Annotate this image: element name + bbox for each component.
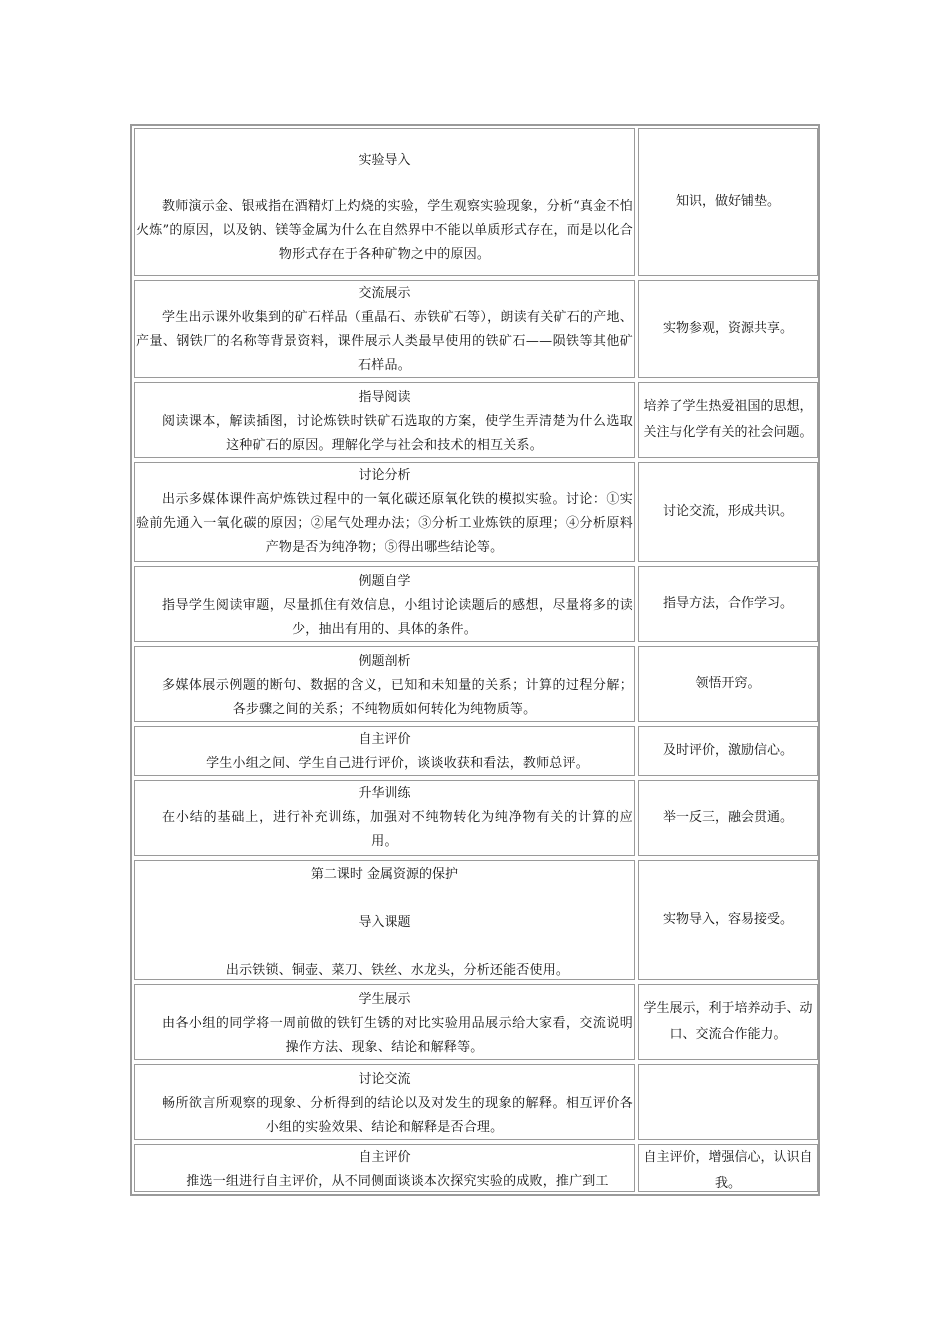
- activity-cell: [134, 382, 635, 458]
- table-row: [132, 858, 818, 982]
- activity-description: 多媒体展示例题的断句、数据的含义，已知和未知量的关系；计算的过程分解；各步骤之间的关系；不纯物质如何转化为纯物质等。: [162, 678, 633, 717]
- table-row: [132, 1142, 818, 1194]
- activity-heading: 交流展示: [358, 286, 411, 301]
- purpose-cell: [638, 780, 818, 856]
- activity-heading: 讨论分析: [358, 468, 411, 483]
- activity-description: 推选一组进行自主评价，从不同侧面谈谈本次探究实验的成败，推广到工: [186, 1174, 609, 1189]
- activity-heading: 导入课题: [358, 915, 411, 930]
- activity-heading: 自主评价: [358, 1150, 411, 1165]
- purpose-note: 举一反三，融会贯通。: [662, 810, 793, 825]
- activity-cell: [134, 566, 635, 642]
- activity-description: 学生出示课外收集到的矿石样品（重晶石、赤铁矿石等），朗读有关矿石的产地、产量、钢铁厂的名称等背景资料，课件展示人类最早使用的铁矿石——陨铁等其他矿石样品。: [136, 310, 633, 373]
- activity-description: 出示铁锁、铜壶、菜刀、铁丝、水龙头，分析还能否使用。: [225, 963, 570, 978]
- lesson-plan-table: [130, 124, 820, 1196]
- purpose-cell: [638, 566, 818, 642]
- activity-cell: [134, 984, 635, 1060]
- purpose-cell: [638, 128, 818, 276]
- activity-description: 由各小组的同学将一周前做的铁钉生锈的对比实验用品展示给大家看，交流说明操作方法、现象、结论和解释等。: [162, 1016, 633, 1055]
- activity-cell: [134, 726, 635, 776]
- purpose-note: 培养了学生热爱祖国的思想，关注与化学有关的社会问题。: [643, 399, 813, 440]
- table-row: [132, 564, 818, 644]
- activity-heading: 自主评价: [358, 732, 411, 747]
- purpose-cell: [638, 382, 818, 458]
- purpose-cell: [638, 984, 818, 1060]
- table-row: [132, 644, 818, 724]
- purpose-cell: [638, 280, 818, 378]
- activity-cell: [134, 128, 635, 276]
- activity-cell: [134, 280, 635, 378]
- purpose-note: 实物导入，容易接受。: [662, 912, 793, 927]
- lesson-section-title: 第二课时 金属资源的保护: [310, 867, 459, 882]
- table-row: [132, 126, 818, 278]
- purpose-note: 实物参观，资源共享。: [662, 321, 793, 336]
- activity-description: 教师演示金、银戒指在酒精灯上灼烧的实验，学生观察实验现象，分析“真金不怕火炼”的原因，以及钠、镁等金属为什么在自然界中不能以单质形式存在，而是以化合物形式存在于各种矿物之中的原因。: [136, 199, 633, 262]
- purpose-cell: [638, 1144, 818, 1192]
- activity-cell: [134, 860, 635, 980]
- activity-heading: 实验导入: [358, 153, 411, 168]
- activity-heading: 例题自学: [358, 574, 411, 589]
- activity-cell: [134, 1064, 635, 1140]
- purpose-cell: [638, 462, 818, 562]
- purpose-note: 自主评价，增强信心，认识自我。: [643, 1150, 813, 1191]
- activity-description: 阅读课本，解读插图，讨论炼铁时铁矿石选取的方案，使学生弄清楚为什么选取这种矿石的原因。理解化学与社会和技术的相互关系。: [162, 414, 633, 453]
- purpose-note: 知识，做好铺垫。: [675, 194, 780, 209]
- activity-heading: 指导阅读: [358, 390, 411, 405]
- activity-cell: [134, 780, 635, 856]
- activity-description: 畅所欲言所观察的现象、分析得到的结论以及对发生的现象的解释。相互评价各小组的实验效果、结论和解释是否合理。: [162, 1096, 633, 1135]
- table-row: [132, 778, 818, 858]
- activity-heading: 升华训练: [358, 786, 411, 801]
- purpose-cell: [638, 860, 818, 980]
- activity-description: 在小结的基础上，进行补充训练，加强对不纯物转化为纯净物有关的计算的应用。: [162, 810, 633, 849]
- table-row: [132, 380, 818, 460]
- activity-description: 出示多媒体课件高炉炼铁过程中的一氧化碳还原氧化铁的模拟实验。讨论：①实验前先通入一氧化碳的原因；②尾气处理办法；③分析工业炼铁的原理；④分析原料产物是否为纯净物；⑤得出哪些结论等。: [136, 492, 633, 555]
- table-row: [132, 278, 818, 380]
- table-row: [132, 724, 818, 778]
- table-row: [132, 1062, 818, 1142]
- activity-heading: 例题剖析: [358, 654, 411, 669]
- activity-description: 指导学生阅读审题，尽量抓住有效信息，小组讨论读题后的感想，尽量将多的读少，抽出有用的、具体的条件。: [162, 598, 633, 637]
- purpose-note: 讨论交流，形成共识。: [662, 504, 793, 519]
- purpose-cell: [638, 726, 818, 776]
- purpose-note: 领悟开窍。: [695, 676, 761, 691]
- activity-heading: 学生展示: [358, 992, 411, 1007]
- purpose-note: 学生展示，利于培养动手、动口、交流合作能力。: [643, 1001, 813, 1042]
- activity-cell: [134, 646, 635, 722]
- activity-cell: [134, 1144, 635, 1192]
- purpose-note: 指导方法，合作学习。: [662, 596, 793, 611]
- table-row: [132, 460, 818, 564]
- table-row: [132, 982, 818, 1062]
- activity-heading: 讨论交流: [358, 1072, 411, 1087]
- purpose-cell: [638, 1064, 818, 1140]
- purpose-cell: [638, 646, 818, 722]
- purpose-note: 及时评价，激励信心。: [662, 743, 793, 758]
- activity-description: 学生小组之间、学生自己进行评价，谈谈收获和看法，教师总评。: [206, 756, 589, 771]
- activity-cell: [134, 462, 635, 562]
